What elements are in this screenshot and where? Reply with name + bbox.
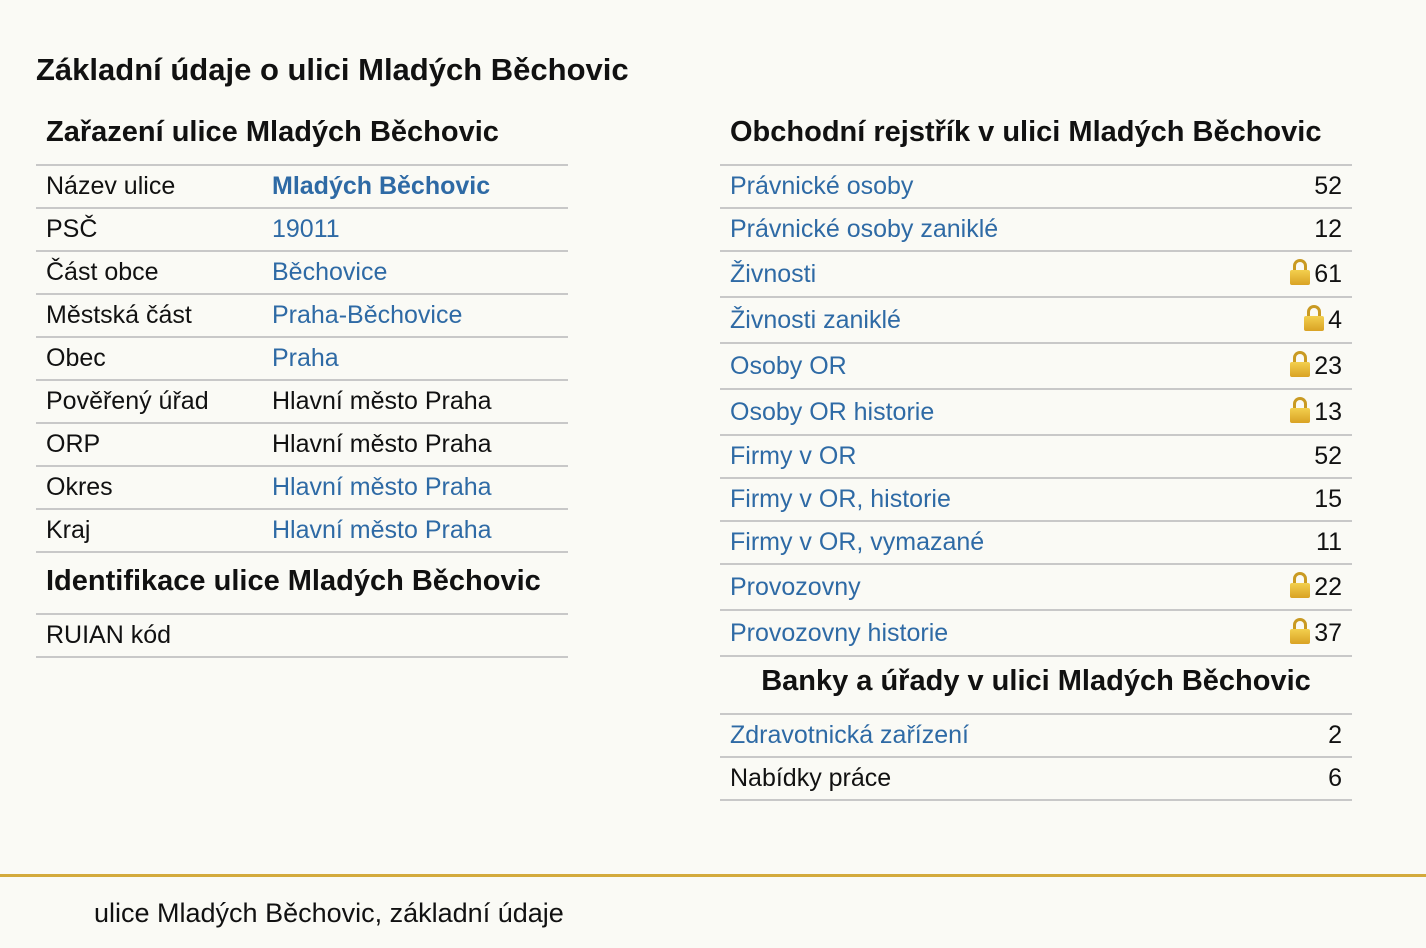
row-count: 13: [1314, 398, 1342, 426]
row-label-cell[interactable]: [720, 389, 1226, 435]
row-label-cell[interactable]: [720, 435, 1226, 478]
lock-icon: [1290, 351, 1310, 377]
banky-title: Banky a úřady v ulici Mladých Běchovic: [720, 657, 1352, 715]
row-count: 6: [1279, 757, 1352, 800]
row-label: Název ulice: [36, 166, 262, 208]
lock-icon: [1290, 618, 1310, 644]
row-label-cell[interactable]: [720, 478, 1226, 521]
table-row: [720, 297, 1352, 343]
row-label: PSČ: [36, 208, 262, 251]
row-count-cell: [1226, 564, 1352, 610]
table-row: [720, 757, 1352, 800]
row-value-link[interactable]: [262, 294, 568, 337]
provozovny-link[interactable]: Provozovny: [730, 572, 861, 601]
lock-icon: [1290, 572, 1310, 598]
table-row: [720, 564, 1352, 610]
banky-table: [720, 715, 1352, 801]
row-count: 23: [1314, 352, 1342, 380]
table-row: [36, 251, 568, 294]
mestska-cast-link[interactable]: Praha-Běchovice: [272, 301, 463, 329]
row-count: 15: [1226, 478, 1352, 521]
table-row: [720, 435, 1352, 478]
provozovny-historie-link[interactable]: Provozovny historie: [730, 618, 949, 647]
row-count: 11: [1226, 521, 1352, 564]
firmy-v-or-link[interactable]: Firmy v OR: [730, 442, 857, 470]
zivnosti-link[interactable]: Živnosti: [730, 259, 817, 288]
footer-divider: [0, 874, 1426, 877]
row-label-cell[interactable]: [720, 166, 1226, 208]
lock-icon: [1290, 397, 1310, 423]
row-count: 4: [1328, 306, 1342, 334]
row-value: Hlavní město Praha: [262, 423, 568, 466]
table-row: [720, 521, 1352, 564]
row-label: Pověřený úřad: [36, 380, 262, 423]
row-count: 52: [1226, 435, 1352, 478]
table-row: [36, 208, 568, 251]
row-label: Městská část: [36, 294, 262, 337]
osoby-or-historie-link[interactable]: Osoby OR historie: [730, 397, 935, 426]
table-row: [36, 166, 568, 208]
table-row: [36, 337, 568, 380]
row-value: [262, 615, 568, 657]
left-column: [36, 110, 568, 658]
row-label: Část obce: [36, 251, 262, 294]
row-label: Nabídky práce: [720, 757, 1279, 800]
table-row: [720, 478, 1352, 521]
page-title: Základní údaje o ulici Mladých Běchovic: [36, 52, 629, 87]
lock-icon: [1304, 305, 1324, 331]
table-row: [36, 466, 568, 509]
rejstrik-table: [720, 166, 1352, 657]
row-label-cell[interactable]: [720, 610, 1226, 656]
identifikace-title: Identifikace ulice Mladých Běchovic: [36, 553, 568, 615]
cast-obce-link[interactable]: Běchovice: [272, 258, 388, 286]
row-count-cell: [1226, 610, 1352, 656]
table-row: [36, 615, 568, 657]
row-count: 37: [1314, 619, 1342, 647]
table-row: [36, 509, 568, 552]
row-value-link[interactable]: [262, 251, 568, 294]
row-label: RUIAN kód: [36, 615, 262, 657]
row-count: 2: [1279, 715, 1352, 757]
rejstrik-title: Obchodní rejstřík v ulici Mladých Běchovic: [720, 110, 1352, 166]
firmy-v-or-historie-link[interactable]: Firmy v OR, historie: [730, 485, 951, 513]
row-value-link[interactable]: [262, 337, 568, 380]
table-row: [36, 380, 568, 423]
row-label-cell[interactable]: [720, 251, 1226, 297]
row-value: Hlavní město Praha: [262, 380, 568, 423]
row-label: Kraj: [36, 509, 262, 552]
row-count: 22: [1314, 573, 1342, 601]
kraj-link[interactable]: Hlavní město Praha: [272, 516, 492, 544]
row-label-cell[interactable]: [720, 297, 1226, 343]
row-count: 52: [1226, 166, 1352, 208]
row-count-cell: [1226, 343, 1352, 389]
table-row: [720, 610, 1352, 656]
row-value-link[interactable]: [262, 509, 568, 552]
table-row: [720, 389, 1352, 435]
lock-icon: [1290, 259, 1310, 285]
row-count-cell: [1226, 389, 1352, 435]
row-value-link[interactable]: [262, 166, 568, 208]
row-count-cell: [1226, 297, 1352, 343]
osoby-or-link[interactable]: Osoby OR: [730, 351, 847, 380]
row-count: 12: [1226, 208, 1352, 251]
table-row: [720, 208, 1352, 251]
table-row: [720, 166, 1352, 208]
row-value-link[interactable]: [262, 208, 568, 251]
row-count: 61: [1314, 260, 1342, 288]
row-label: Okres: [36, 466, 262, 509]
right-column: [720, 110, 1352, 801]
zivnosti-zanikle-link[interactable]: Živnosti zaniklé: [730, 305, 901, 334]
pravnicke-osoby-zanikle-link[interactable]: Právnické osoby zaniklé: [730, 215, 999, 243]
firmy-v-or-vymazane-link[interactable]: Firmy v OR, vymazané: [730, 528, 985, 556]
row-label: Obec: [36, 337, 262, 380]
row-value-link[interactable]: [262, 466, 568, 509]
okres-link[interactable]: Hlavní město Praha: [272, 473, 492, 501]
row-count-cell: [1226, 251, 1352, 297]
pravnicke-osoby-link[interactable]: Právnické osoby: [730, 172, 914, 200]
table-row: [36, 423, 568, 466]
zarazeni-title: Zařazení ulice Mladých Běchovic: [36, 110, 568, 166]
row-label-cell[interactable]: [720, 208, 1226, 251]
table-row: [720, 343, 1352, 389]
row-label-cell[interactable]: [720, 564, 1226, 610]
zarazeni-table: [36, 166, 568, 553]
row-label-cell[interactable]: [720, 715, 1279, 757]
psc-link[interactable]: 19011: [272, 215, 340, 243]
table-row: [36, 294, 568, 337]
footer-text: ulice Mladých Běchovic, základní údaje: [94, 898, 564, 928]
table-row: [720, 251, 1352, 297]
identifikace-table: [36, 615, 568, 658]
zdravotnicka-zarizeni-link[interactable]: Zdravotnická zařízení: [730, 721, 969, 749]
row-label-cell[interactable]: [720, 521, 1226, 564]
obec-link[interactable]: Praha: [272, 344, 339, 372]
table-row: [720, 715, 1352, 757]
street-link[interactable]: Mladých Běchovic: [272, 172, 491, 200]
row-label: ORP: [36, 423, 262, 466]
row-label-cell[interactable]: [720, 343, 1226, 389]
